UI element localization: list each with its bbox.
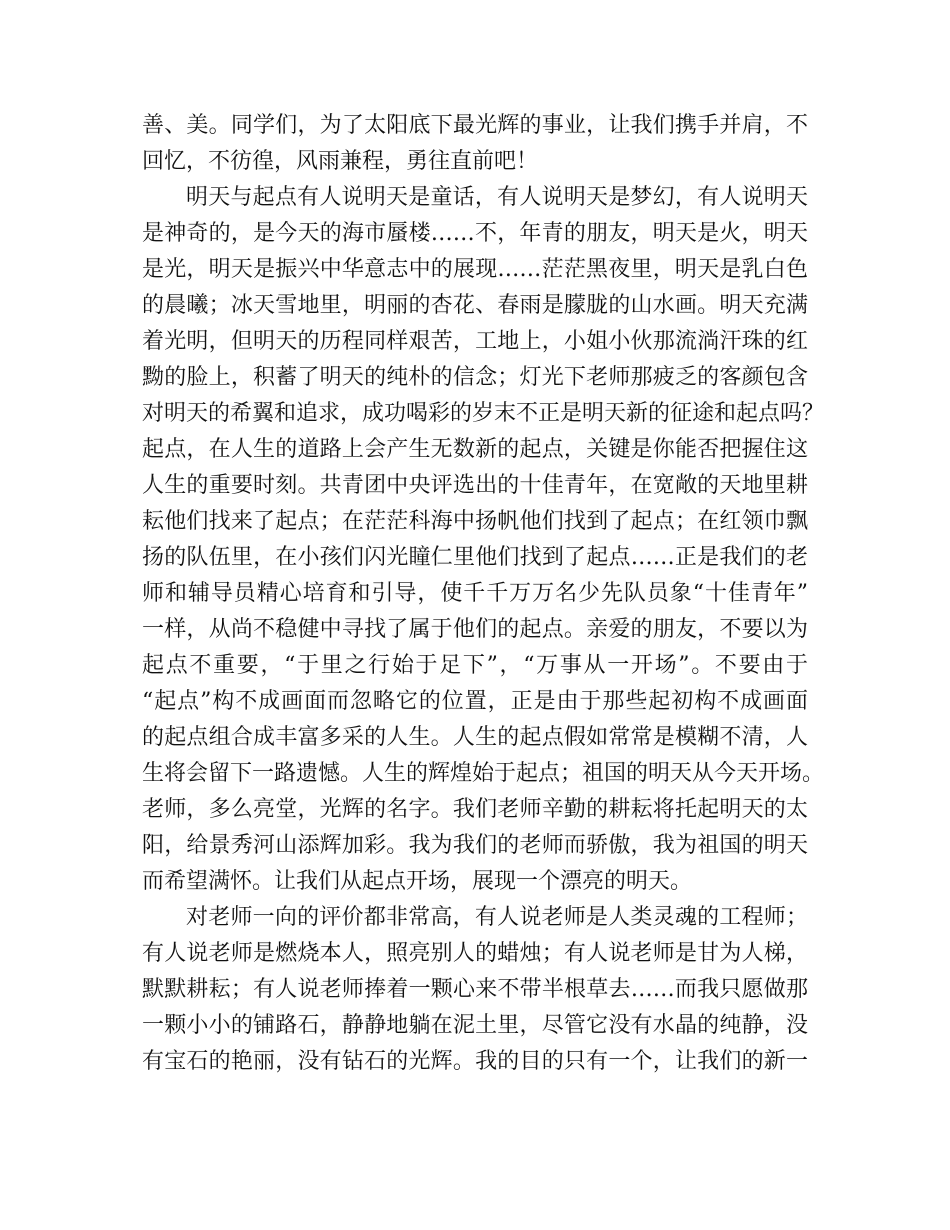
text-line: 起点不重要，“于里之行始于足下”，“万事从一开场”。不要由于 [142, 653, 808, 678]
text-line: 是光，明天是振兴中华意志中的展现……茫茫黑夜里，明天是乳白色 [142, 257, 808, 282]
text-line: 的晨曦；冰天雪地里，明丽的杏花、春雨是朦胧的山水画。明天充满 [142, 293, 808, 318]
text-line: 有宝石的艳丽，没有钻石的光辉。我的目的只有一个，让我们的新一 [142, 1049, 808, 1074]
text-line: 善、美。同学们，为了太阳底下最光辉的事业，让我们携手并肩，不 [142, 113, 808, 138]
text-line: 黝的脸上，积蓄了明天的纯朴的信念；灯光下老师那疲乏的客颜包含 [142, 365, 808, 390]
text-line: 阳，给景秀河山添辉加彩。我为我们的老师而骄傲，我为祖国的明天 [142, 833, 808, 858]
text-line: 一样，从尚不稳健中寻找了属于他们的起点。亲爱的朋友，不要以为 [142, 617, 808, 642]
paragraph-2 [142, 180, 825, 900]
document-body [142, 108, 825, 1080]
text-line: 人生的重要时刻。共青团中央评选出的十佳青年，在宽敞的天地里耕 [142, 473, 808, 498]
paragraph-1 [142, 108, 808, 180]
text-line: 着光明，但明天的历程同样艰苦，工地上，小姐小伙那流淌汗珠的红 [142, 329, 808, 354]
text-line: 是神奇的，是今天的海市蜃楼……不，年青的朋友，明天是火，明天 [142, 221, 808, 246]
paragraph-3 [142, 900, 808, 1080]
text-line: 明天与起点有人说明天是童话，有人说明天是梦幻，有人说明天 [186, 185, 808, 210]
text-line: “起点”构不成画面而忽略它的位置，正是由于那些起初构不成画面 [142, 689, 808, 714]
text-line: 而希望满怀。让我们从起点开场，展现一个漂亮的明天。 [142, 869, 693, 894]
text-line: 耘他们找来了起点；在茫茫科海中扬帆他们找到了起点；在红领巾飘 [142, 509, 808, 534]
text-line: 默默耕耘；有人说老师捧着一颗心来不带半根草去……而我只愿做那 [142, 977, 808, 1002]
text-line: 扬的队伍里，在小孩们闪光瞳仁里他们找到了起点……正是我们的老 [142, 545, 808, 570]
text-line: 师和辅导员精心培育和引导，使千千万万名少先队员象“十佳青年” [142, 581, 808, 606]
text-line: 起点，在人生的道路上会产生无数新的起点，关键是你能否把握住这 [142, 437, 808, 462]
text-line: 老师，多么亮堂，光辉的名字。我们老师辛勤的耕耘将托起明天的太 [142, 797, 808, 822]
text-line: 的起点组合成丰富多采的人生。人生的起点假如常常是模糊不清，人 [142, 725, 808, 750]
text-line: 对明天的希翼和追求，成功喝彩的岁末不正是明天新的征途和起点吗？ [142, 401, 825, 426]
text-line: 回忆，不彷徨，风雨兼程，勇往直前吧！ [142, 149, 539, 174]
text-line: 有人说老师是燃烧本人，照亮别人的蜡烛；有人说老师是甘为人梯， [142, 941, 808, 966]
text-line: 生将会留下一路遗憾。人生的辉煌始于起点；祖国的明天从今天开场。 [142, 761, 825, 786]
text-line: 一颗小小的铺路石，静静地躺在泥土里，尽管它没有水晶的纯静，没 [142, 1013, 808, 1038]
text-line: 对老师一向的评价都非常高，有人说老师是人类灵魂的工程师； [186, 905, 808, 930]
